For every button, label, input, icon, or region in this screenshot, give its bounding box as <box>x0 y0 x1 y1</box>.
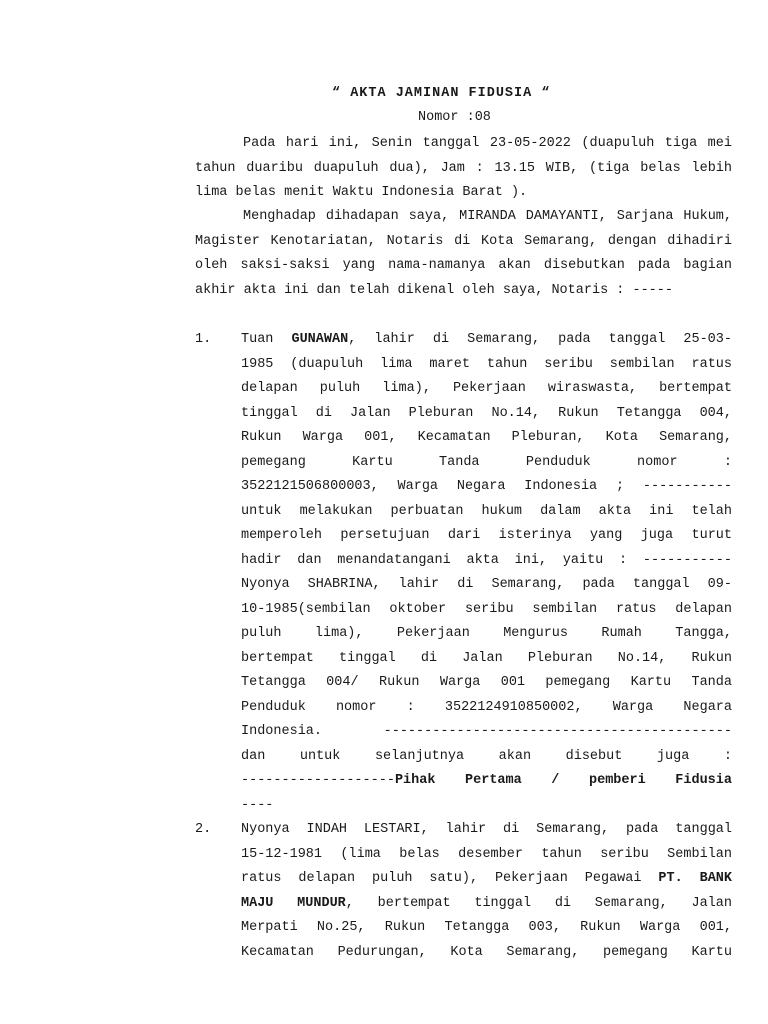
document-line: Indonesia. ------------------------------------------- <box>241 724 732 739</box>
document-line: -------------------Pihak Pertama / pemberi Fidusia <box>241 773 732 788</box>
document-line: hadir dan menandatangani akta ini, yaitu : ----------- <box>241 552 732 568</box>
document-line: Tetangga 004/ Rukun Warga 001 pemegang Kartu Tanda <box>241 675 732 690</box>
document-line: pemegang Kartu Tanda Penduduk nomor : <box>241 454 732 470</box>
list-item-number: 1. <box>195 332 212 347</box>
document-line: Penduduk nomor : 3522124910850002, Warga Negara <box>241 699 732 715</box>
opening-paragraph: Pada hari ini, Senin tanggal 23-05-2022 (duapuluh tiga mei tahun duaribu duapuluh dua), Jam : 13.15 WIB, (tiga belas lebih lima belas menit Waktu Indonesia Barat ). <box>195 136 732 200</box>
document-line: Nyonya SHABRINA, lahir di Semarang, pada tanggal 09- <box>241 577 732 592</box>
document-line: bertempat tinggal di Jalan Pleburan No.14, Rukun <box>241 650 732 666</box>
document-line: puluh lima), Pekerjaan Mengurus Rumah Tangga, <box>241 626 732 641</box>
title-text: “ AKTA JAMINAN FIDUSIA “ <box>332 86 551 101</box>
list-item-number: 2. <box>195 822 212 837</box>
list-item-2 <box>195 818 732 965</box>
list-item-body <box>241 818 732 965</box>
document-line: ---- <box>241 797 274 813</box>
document-line: untuk melakukan perbuatan hukum dalam akta ini telah <box>241 503 732 519</box>
document-number: Nomor :08 <box>418 110 491 125</box>
document-line: Nyonya INDAH LESTARI, lahir di Semarang, pada tanggal <box>241 822 732 837</box>
document-line: Tuan GUNAWAN, lahir di Semarang, pada tanggal 25-03- <box>241 332 732 347</box>
document-line: 3522121506800003, Warga Negara Indonesia ; ----------- <box>241 479 732 494</box>
document-line: Rukun Warga 001, Kecamatan Pleburan, Kota Semarang, <box>241 430 732 445</box>
document-line: 15-12-1981 (lima belas desember tahun seribu Sembilan <box>241 846 732 862</box>
document-line: dan untuk selanjutnya akan disebut juga : <box>241 748 732 764</box>
document-line: Kecamatan Pedurungan, Kota Semarang, pemegang Kartu <box>241 944 732 960</box>
list-item-1 <box>195 328 732 818</box>
document-line: 10-1985(sembilan oktober seribu sembilan ratus delapan <box>241 601 732 617</box>
document-line: tinggal di Jalan Pleburan No.14, Rukun Tetangga 004, <box>241 405 732 421</box>
document-line: 1985 (duapuluh lima maret tahun seribu sembilan ratus <box>241 356 732 372</box>
list-item-body <box>241 328 732 818</box>
document-line: ratus delapan puluh satu), Pekerjaan Pegawai PT. BANK <box>241 871 732 886</box>
document-line: MAJU MUNDUR, bertempat tinggal di Semarang, Jalan <box>241 895 732 911</box>
document-title <box>0 84 768 104</box>
document-line: delapan puluh lima), Pekerjaan wiraswasta, bertempat <box>241 381 732 396</box>
appearance-paragraph: Menghadap dihadapan saya, MIRANDA DAMAYANTI, Sarjana Hukum, Magister Kenotariatan, Notaris di Kota Semarang, dengan dihadiri oleh saksi-saksi yang nama-namanya akan disebutkan pada bagian akhir akta ini dan telah dikenal oleh saya, Notaris : ----- <box>195 209 732 298</box>
document-line: Merpati No.25, Rukun Tetangga 003, Rukun Warga 001, <box>241 920 732 935</box>
document-line: memperoleh persetujuan dari isterinya yang juga turut <box>241 528 732 543</box>
